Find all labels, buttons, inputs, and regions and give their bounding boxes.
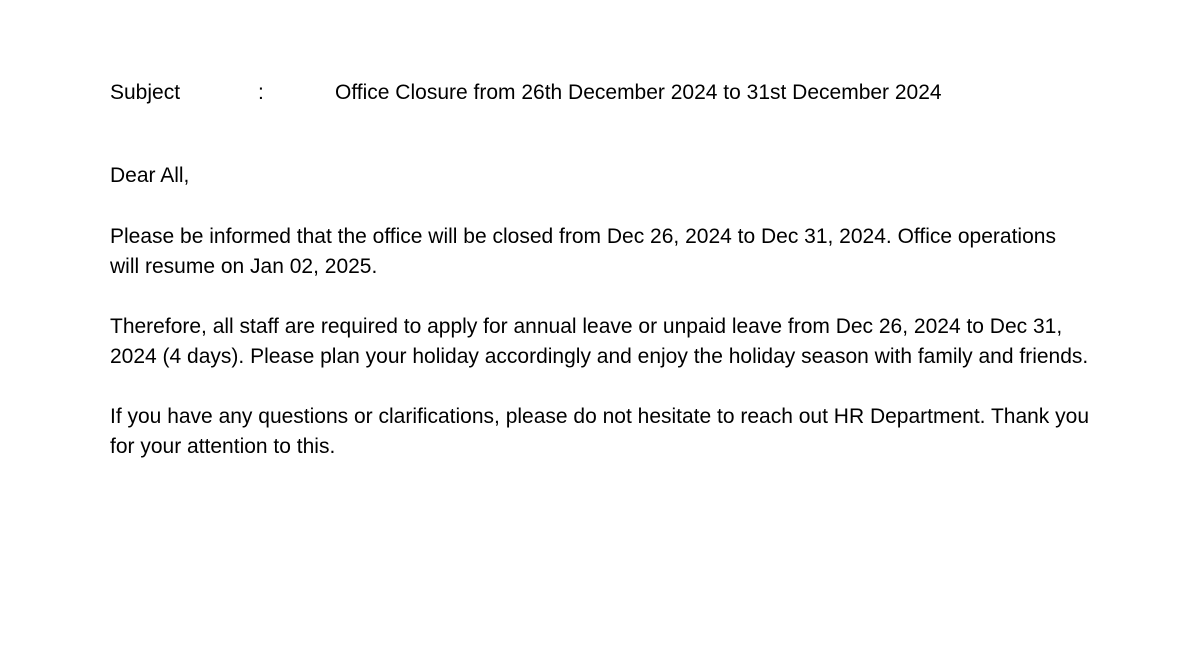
greeting: Dear All, (110, 164, 190, 187)
paragraph-leave-requirement: Therefore, all staff are required to apply for annual leave or unpaid leave from Dec 26, 2024 to Dec 31, 2024 (4 days). Please plan your holiday accordingly and enjoy the holiday season with family and friends. (110, 315, 1089, 368)
subject-label: Subject (110, 81, 181, 104)
subject-line (110, 78, 1110, 108)
subject-value: Office Closure from 26th December 2024 to 31st December 2024 (335, 81, 942, 104)
subject-separator: : (258, 81, 264, 104)
paragraph-contact-hr: If you have any questions or clarifications, please do not hesitate to reach out HR Department. Thank you for your attention to this. (110, 405, 1090, 458)
paragraph-closure-notice: Please be informed that the office will be closed from Dec 26, 2024 to Dec 31, 2024. Office operations will resume on Jan 02, 2025. (110, 225, 1056, 278)
memo-body (110, 161, 1090, 492)
